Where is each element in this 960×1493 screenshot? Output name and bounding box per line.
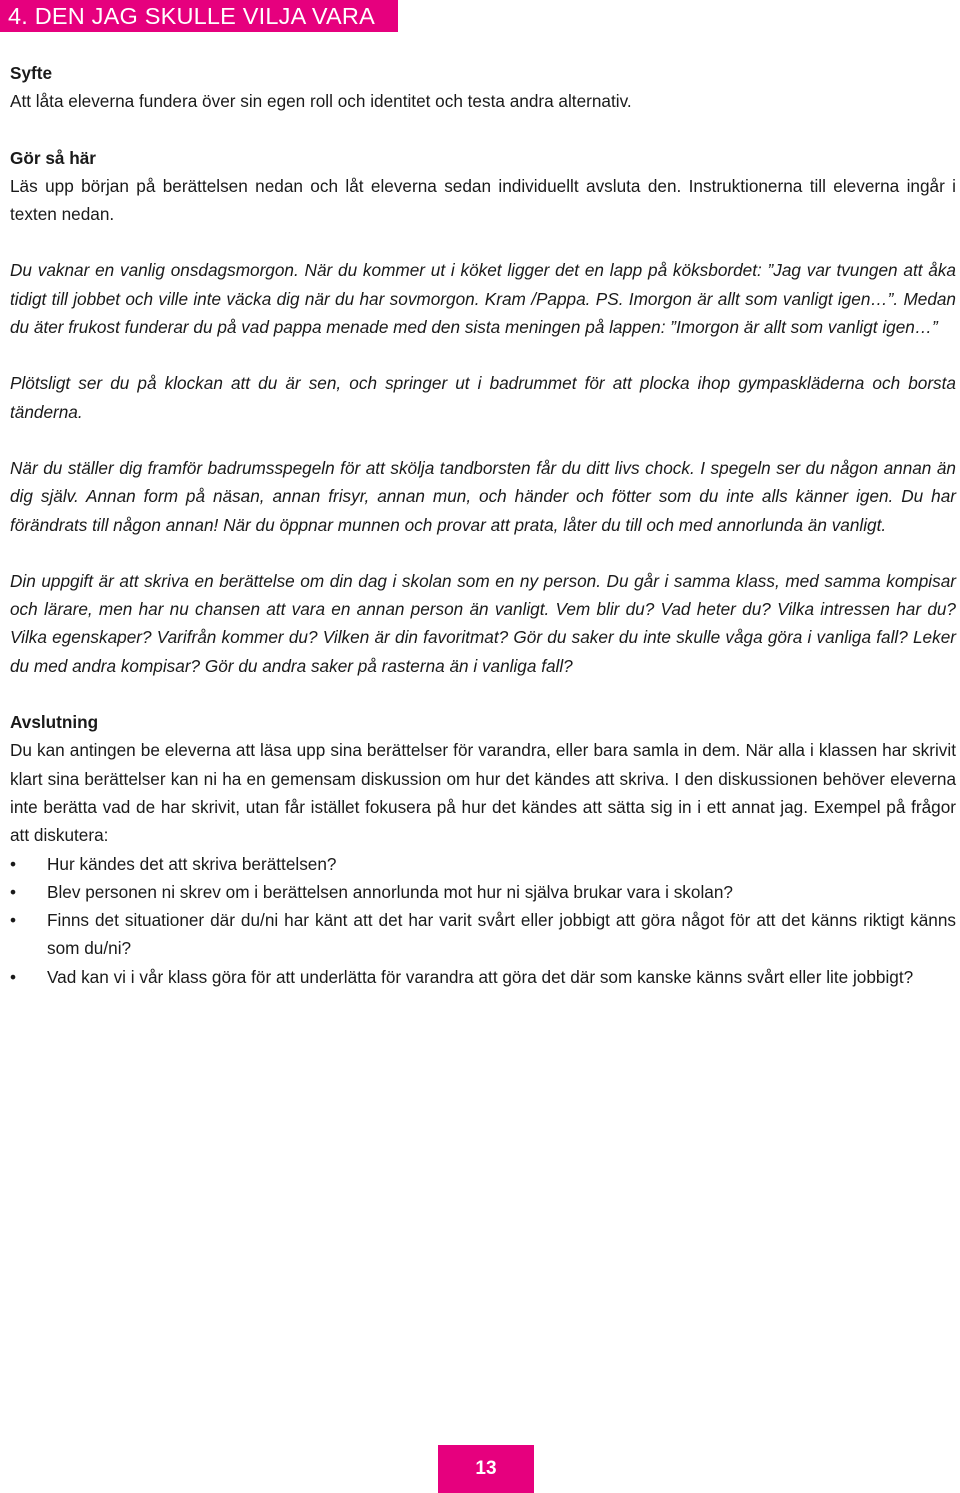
bullet-icon: •: [10, 853, 17, 874]
avslutning-text: Du kan antingen be eleverna att läsa upp sina berättelser för varandra, eller bara samla in dem. När alla i klassen har skrivit klart sina berättelser kan ni ha en gemensam diskussion om hur det kändes att skriva. I den diskussionen behöver eleverna inte berätta vad de har skrivit, utan får istället fokusera på hur det kändes att sätta sig in i ett annat jag. Exempel på frågor att diskutera:: [10, 740, 956, 846]
bullet-icon: •: [10, 881, 17, 902]
bullet-icon: •: [10, 910, 17, 931]
list-item-text: Vad kan vi i vår klass göra för att underlätta för varandra att göra det där som kanske känns svårt eller lite jobbigt?: [47, 966, 914, 987]
list-item-text: Hur kändes det att skriva berättelsen?: [47, 853, 337, 874]
list-item: [10, 963, 956, 991]
avslutning-heading: Avslutning: [10, 712, 99, 733]
gor-sa-har-text: Läs upp början på berättelsen nedan och låt eleverna sedan individuellt avsluta den. Instruktionerna till eleverna ingår i texten nedan.: [10, 175, 956, 225]
section-title: 4. DEN JAG SKULLE VILJA VARA: [8, 3, 375, 29]
list-item: [10, 850, 956, 878]
story-paragraph-4: Din uppgift är att skriva en berättelse om din dag i skolan som en ny person. Du går i samma klass, med samma kompisar och lärare, men har nu chansen att vara en annan person än vanligt. Vem blir du? Vad heter du? Vilka intressen har du? Vilka egenskaper? Varifrån kommer du? Vilken är din favoritmat? Gör du saker du inte skulle våga göra i vanliga fall? Leker du med andra kompisar? Gör du andra saker på rasterna än i vanliga fall?: [10, 570, 956, 676]
gor-sa-har-heading: Gör så här: [10, 147, 96, 168]
page-number: 13: [475, 1458, 497, 1479]
page-number-badge: [438, 1445, 534, 1493]
list-item-text: Finns det situationer där du/ni har känt att det har varit svårt eller jobbigt att göra något för att det känns riktigt känns som du/ni?: [47, 910, 956, 959]
document-body: [10, 59, 956, 991]
syfte-text: Att låta eleverna fundera över sin egen roll och identitet och testa andra alternativ.: [10, 91, 632, 112]
bullet-icon: •: [10, 966, 17, 987]
list-item: [10, 906, 956, 963]
discussion-questions: [10, 850, 956, 991]
story-paragraph-1: Du vaknar en vanlig onsdagsmorgon. När du kommer ut i köket ligger det en lapp på köksbordet: ”Jag var tvungen att åka tidigt till jobbet och ville inte väcka dig när du har sovmorgon. Kram /Pappa. PS. Imorgon är allt som vanligt igen…”. Medan du äter frukost funderar du på vad pappa menade med den sista meningen på lappen: ”Imorgon är allt som vanligt igen…”: [10, 260, 956, 338]
story-paragraph-2: Plötsligt ser du på klockan att du är sen, och springer ut i badrummet för att plocka ihop gympaskläderna och borsta tänderna.: [10, 373, 956, 422]
list-item: [10, 878, 956, 906]
section-title-bar: [0, 0, 398, 32]
list-item-text: Blev personen ni skrev om i berättelsen annorlunda mot hur ni själva brukar vara i skolan?: [47, 881, 733, 902]
syfte-heading: Syfte: [10, 63, 53, 83]
story-paragraph-3: När du ställer dig framför badrumsspegeln för att skölja tandborsten får du ditt livs chock. I spegeln ser du någon annan än dig själv. Annan form på näsan, annan frisyr, annan mun, och händer och fötter som du inte alls känner igen. Du har förändrats till någon annan! När du öppnar munnen och provar att prata, låter du till och med annorlunda än vanligt.: [10, 457, 956, 535]
